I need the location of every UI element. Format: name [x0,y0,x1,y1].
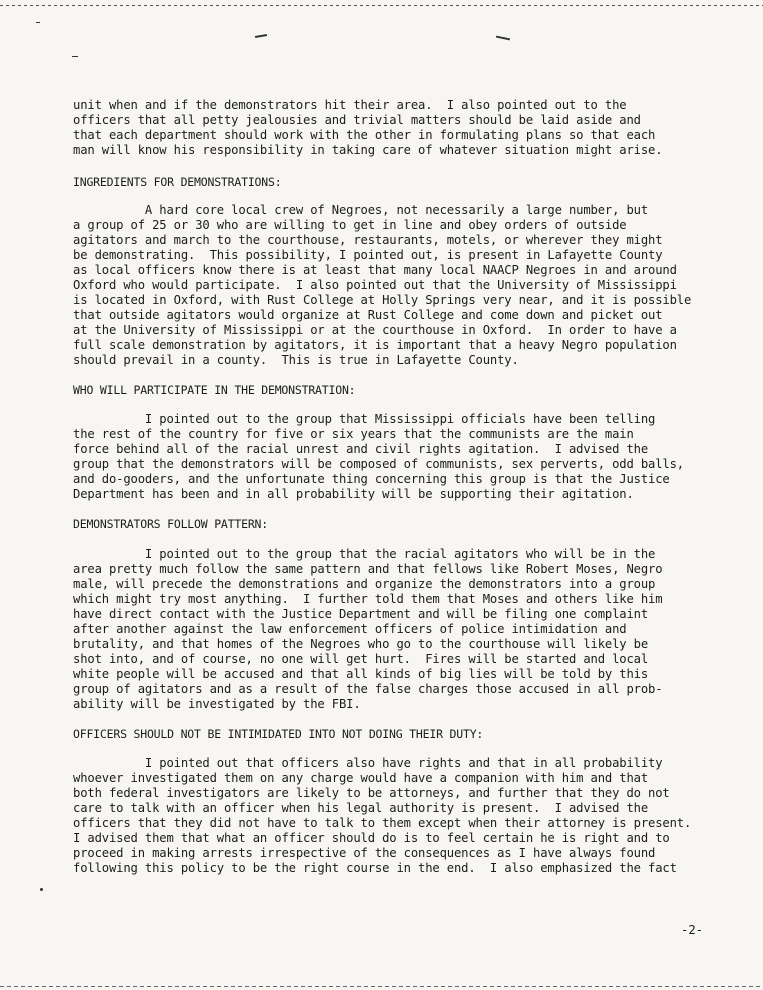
paragraph-ingredients: A hard core local crew of Negroes, not necessarily a large number, but a group of 25 or 30 who are willing to get in line and obey orders of outside agitators and march to the courthouse, restaurants, motels, or wherever they might be demonstrating. This possibility, I pointed out, is present in Lafayette County as local officers know there is at least that many local NAACP Negroes in and around Oxford who would participate. I also pointed out that the University of Mississippi is located in Oxford, with Rust College at Holly Springs very near, and it is possible that outside agitators would organize at Rust College and come down and picket out at the University of Mississippi or at the courthouse in Oxford. In order to have a full scale demonstration by agitators, it is important that a heavy Negro population should prevail in a county. This is true in Lafayette County. [73,203,692,367]
paragraph-participants: I pointed out to the group that Mississippi officials have been telling the rest of the country for five or six years that the communists are the main force behind all of the racial unrest and civil rights agitation. I advised the group that the demonstrators will be composed of communists, sex perverts, odd balls, and do-gooders, and the unfortunate thing concerning this group is that the Justice Department has been and in all probability will be supporting their agitation. [73,412,684,501]
scan-mark [255,34,267,38]
section-heading-ingredients: INGREDIENTS FOR DEMONSTRATIONS: [73,175,282,189]
section-heading-participants: WHO WILL PARTICIPATE IN THE DEMONSTRATION: [73,383,356,397]
paragraph-officers: I pointed out that officers also have rights and that in all probability whoever investigated them on any charge would have a companion with him and that both federal investigators are likely to be attorneys, and further that they do not care to talk with an officer when his legal authority is present. I advised the officers that they did not have to talk to them except when their attorney is present. I advised them that what an officer should do is to feel certain he is right and to proceed in making arrests irrespective of the consequences as I have always found following this policy to be the right course in the end. I also emphasized the fact [73,756,692,875]
scan-mark [36,22,40,23]
top-edge-line [0,5,763,6]
scan-mark [40,888,43,891]
section-heading-officers: OFFICERS SHOULD NOT BE INTIMIDATED INTO NOT DOING THEIR DUTY: [73,727,484,741]
scan-mark [496,36,510,41]
paragraph-continuation: unit when and if the demonstrators hit their area. I also pointed out to the officers that all petty jealousies and trivial matters should be laid aside and that each department should work with the other in formulating plans so that each man will know his responsibility in taking care of whatever situation might arise. [73,98,663,157]
page-number: -2- [681,923,704,937]
section-heading-pattern: DEMONSTRATORS FOLLOW PATTERN: [73,517,268,531]
scan-mark [72,56,78,57]
bottom-edge-line [0,986,763,987]
paragraph-pattern: I pointed out to the group that the racial agitators who will be in the area pretty much follow the same pattern and that fellows like Robert Moses, Negro male, will precede the demonstrations and organize the demonstrators into a group which might try most anything. I further told them that Moses and others like him have direct contact with the Justice Department and will be filing one complaint after another against the law enforcement officers of police intimidation and brutality, and that homes of the Negroes who go to the courthouse will likely be shot into, and of course, no one will get hurt. Fires will be started and local white people will be accused and that all kinds of big lies will be told by this group of agitators and as a result of the false charges those accused in all prob- ability will be investigated by the FBI. [73,547,663,711]
